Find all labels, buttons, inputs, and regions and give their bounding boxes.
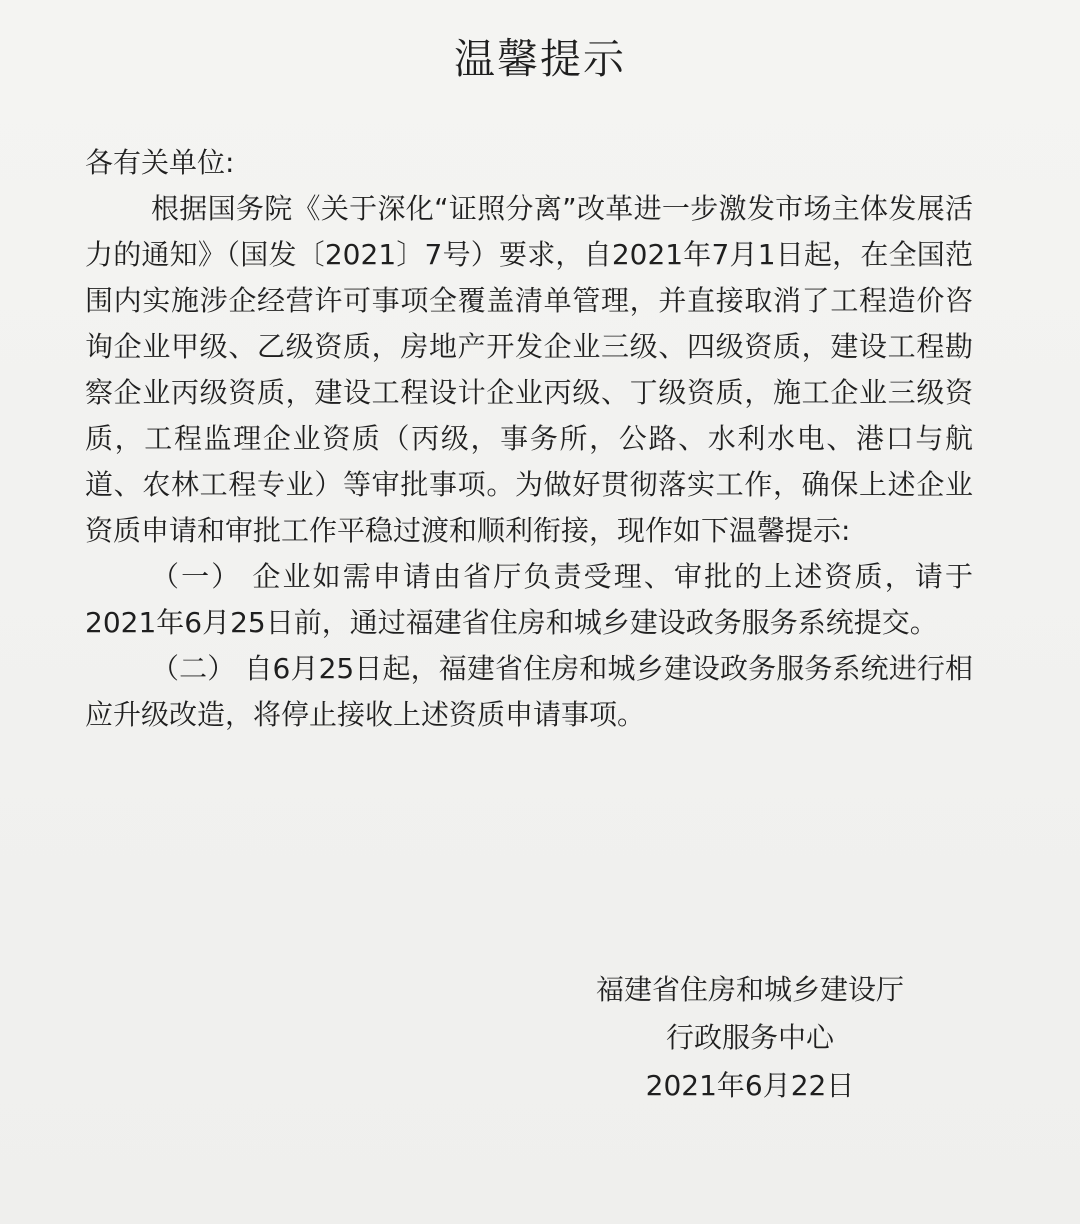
notice-item-2: （二） 自6月25日起，福建省住房和城乡建设政务服务系统进行相应升级改造，将停止接收上述资质申请事项。	[85, 652, 973, 731]
notice-title: 温馨提示	[454, 35, 626, 83]
notice-item-1: （一） 企业如需申请由省厅负责受理、审批的上述资质，请于2021年6月25日前，通过福建省住房和城乡建设政务服务系统提交。	[85, 560, 973, 639]
signature-date: 2021年6月22日	[645, 1069, 855, 1102]
signature-organization-line-1: 福建省住房和城乡建设厅	[595, 973, 904, 1006]
signature-block	[560, 966, 940, 1110]
salutation: 各有关单位:	[85, 146, 235, 179]
notice-body	[85, 140, 973, 738]
signature-organization-line-2: 行政服务中心	[665, 1021, 834, 1054]
main-paragraph: 根据国务院《关于深化“证照分离”改革进一步激发市场主体发展活力的通知》（国发〔2021〕7号）要求，自2021年7月1日起，在全国范围内实施涉企经营许可事项全覆盖清单管理，并直接取消了工程造价咨询企业甲级、乙级资质，房地产开发企业三级、四级资质，建设工程勘察企业丙级资质，建设工程设计企业丙级、丁级资质，施工企业三级资质，工程监理企业资质（丙级，事务所，公路、水利水电、港口与航道、农林工程专业）等审批事项。为做好贯彻落实工作，确保上述企业资质申请和审批工作平稳过渡和顺利衔接，现作如下温馨提示:	[85, 192, 973, 547]
